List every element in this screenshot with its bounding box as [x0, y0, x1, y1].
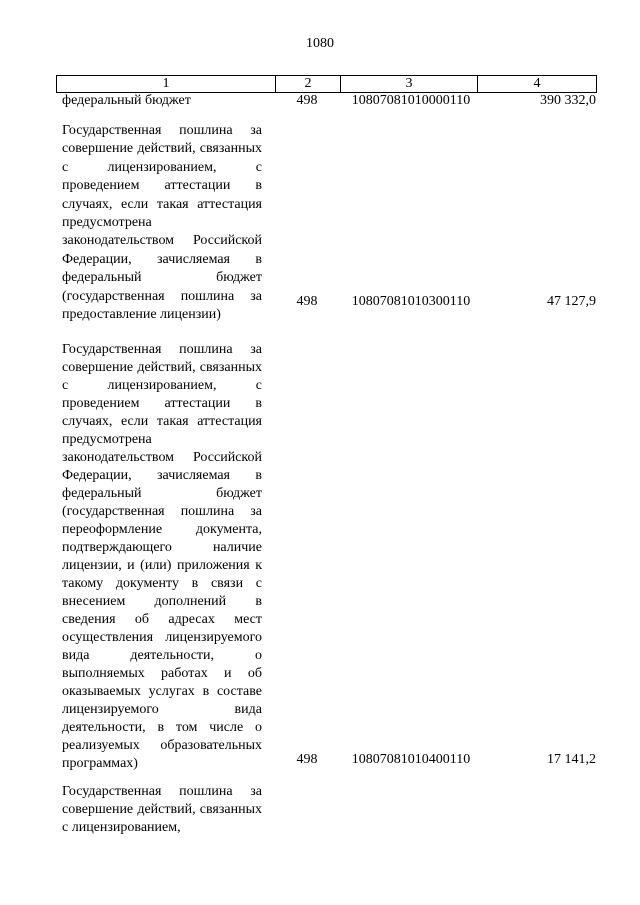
row-description: Государственная пошлина за совершение действий, связанных с лицензированием,	[62, 784, 262, 835]
row-description: Государственная пошлина за совершение действий, связанных с лицензированием, с проведением аттестации в случаях, если такая аттестация предусмотрена законодательством Российской Федерации, зачисляемая в федеральный бюджет (государственная пошлина за предоставление лицензии)	[62, 123, 262, 323]
header-col-3: 3	[341, 76, 478, 93]
header-col-4: 4	[478, 76, 597, 93]
table-header	[56, 75, 597, 93]
table-header-row	[57, 76, 597, 93]
row-amount: 17 141,2	[547, 752, 596, 767]
row-admin-code: 498	[296, 93, 318, 108]
header-col-1: 1	[57, 76, 276, 93]
row-description: Государственная пошлина за совершение действий, связанных с лицензированием, с проведением аттестации в случаях, если такая аттестация предусмотрена законодательством Российской Федерации, зачисляемая в федеральный бюджет (государственная пошлина за переоформление документа, подтверждающего наличие лицензии, и (или) приложения к такому документу в связи с внесением дополнений в сведения об адресах мест осуществления лицензируемого вида деятельности, о выполняемых работах и об оказываемых услугах в составе лицензируемого вида деятельности, в том числе о реализуемых образовательных программах)	[62, 342, 262, 771]
row-kbk-code: 10807081010400110	[351, 752, 471, 767]
row-description: федеральный бюджет	[62, 93, 191, 108]
row-kbk-code: 10807081010300110	[351, 294, 471, 309]
row-admin-code: 498	[296, 752, 318, 767]
row-kbk-code: 10807081010000110	[351, 93, 471, 108]
header-col-2: 2	[276, 76, 341, 93]
row-admin-code: 498	[296, 294, 318, 309]
row-amount: 390 332,0	[540, 93, 596, 108]
page-number: 1080	[306, 36, 334, 51]
row-amount: 47 127,9	[547, 294, 596, 309]
